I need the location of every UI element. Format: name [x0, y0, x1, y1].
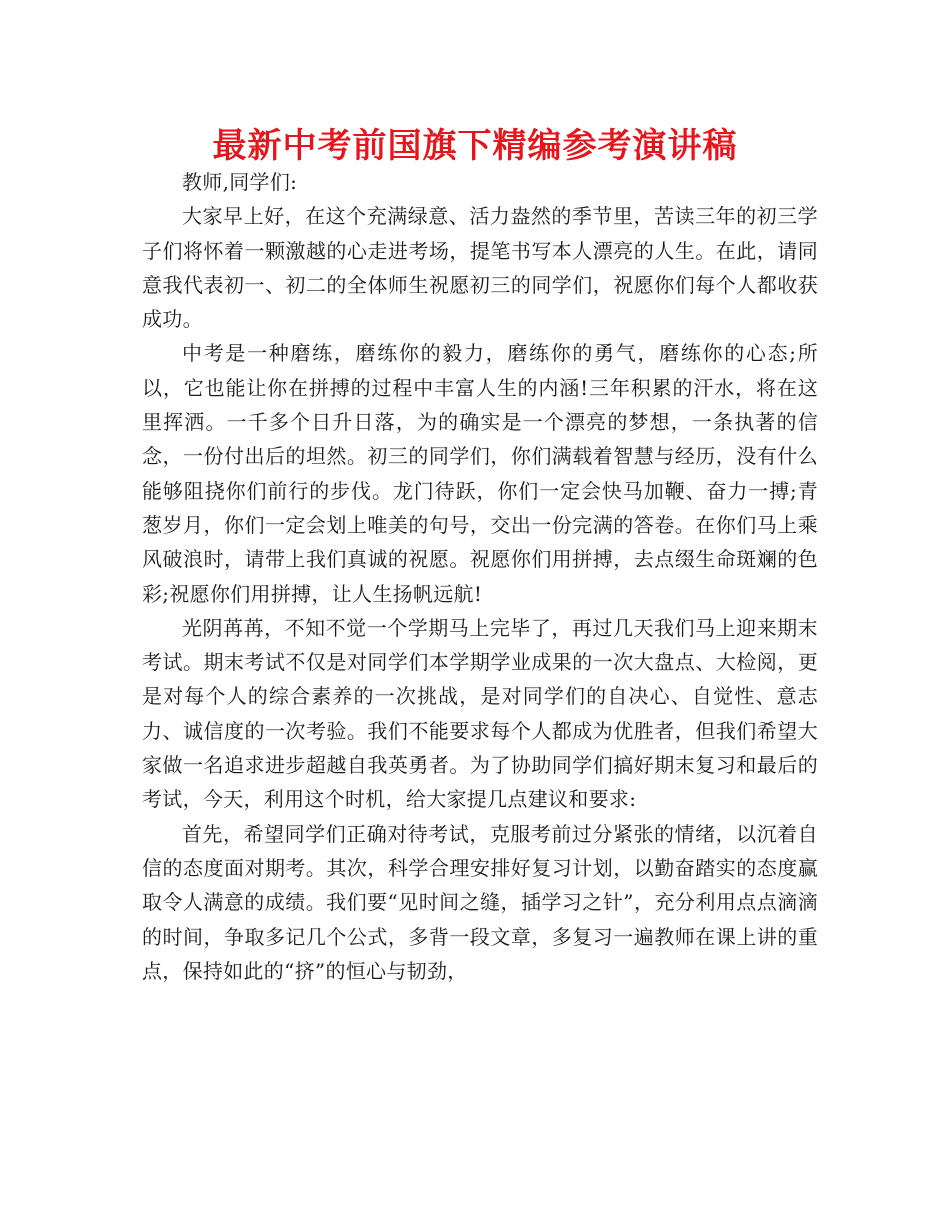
paragraph-1: 大家早上好，在这个充满绿意、活力盎然的季节里，苦读三年的初三学子们将怀着一颗激越的心走进考场，提笔书写本人漂亮的人生。在此，请同意我代表初一、初二的全体师生祝愿初三的同学们，祝愿你们每个人都收获成功。 [142, 204, 818, 332]
document-body [142, 165, 818, 988]
document-title: 最新中考前国旗下精编参考演讲稿 [212, 126, 738, 166]
paragraph-4: 首先，希望同学们正确对待考试，克服考前过分紧张的情绪，以沉着自信的态度面对期考。其次，科学合理安排好复习计划，以勤奋踏实的态度赢取令人满意的成绩。我们要“见时间之缝，插学习之针”，充分利用点点滴滴的时间，争取多记几个公式，多背一段文章，多复习一遍教师在课上讲的重点，保持如此的“挤”的恒心与韧劲， [142, 821, 818, 983]
paragraph-3: 光阴苒苒，不知不觉一个学期马上完毕了，再过几天我们马上迎来期末考试。期末考试不仅是对同学们本学期学业成果的一次大盘点、大检阅，更是对每个人的综合素养的一次挑战，是对同学们的自决心、自觉性、意志力、诚信度的一次考验。我们不能要求每个人都成为优胜者，但我们希望大家做一名追求进步超越自我英勇者。为了协助同学们搞好期末复习和最后的考试，今天，利用这个时机，给大家提几点建议和要求: [142, 615, 818, 812]
salutation: 教师,同学们: [182, 170, 298, 194]
paragraph-2: 中考是一种磨练，磨练你的毅力，磨练你的勇气，磨练你的心态;所以，它也能让你在拼搏的过程中丰富人生的内涵!三年积累的汗水，将在这里挥洒。一千多个日升日落，为的确实是一个漂亮的梦想，一条执著的信念，一份付出后的坦然。初三的同学们，你们满载着智慧与经历，没有什么能够阻挠你们前行的步伐。龙门待跃，你们一定会快马加鞭、奋力一搏;青葱岁月，你们一定会划上唯美的句号，交出一份完满的答卷。在你们马上乘风破浪时，请带上我们真诚的祝愿。祝愿你们用拼搏，去点缀生命斑斓的色彩;祝愿你们用拼搏，让人生扬帆远航! [142, 341, 818, 606]
